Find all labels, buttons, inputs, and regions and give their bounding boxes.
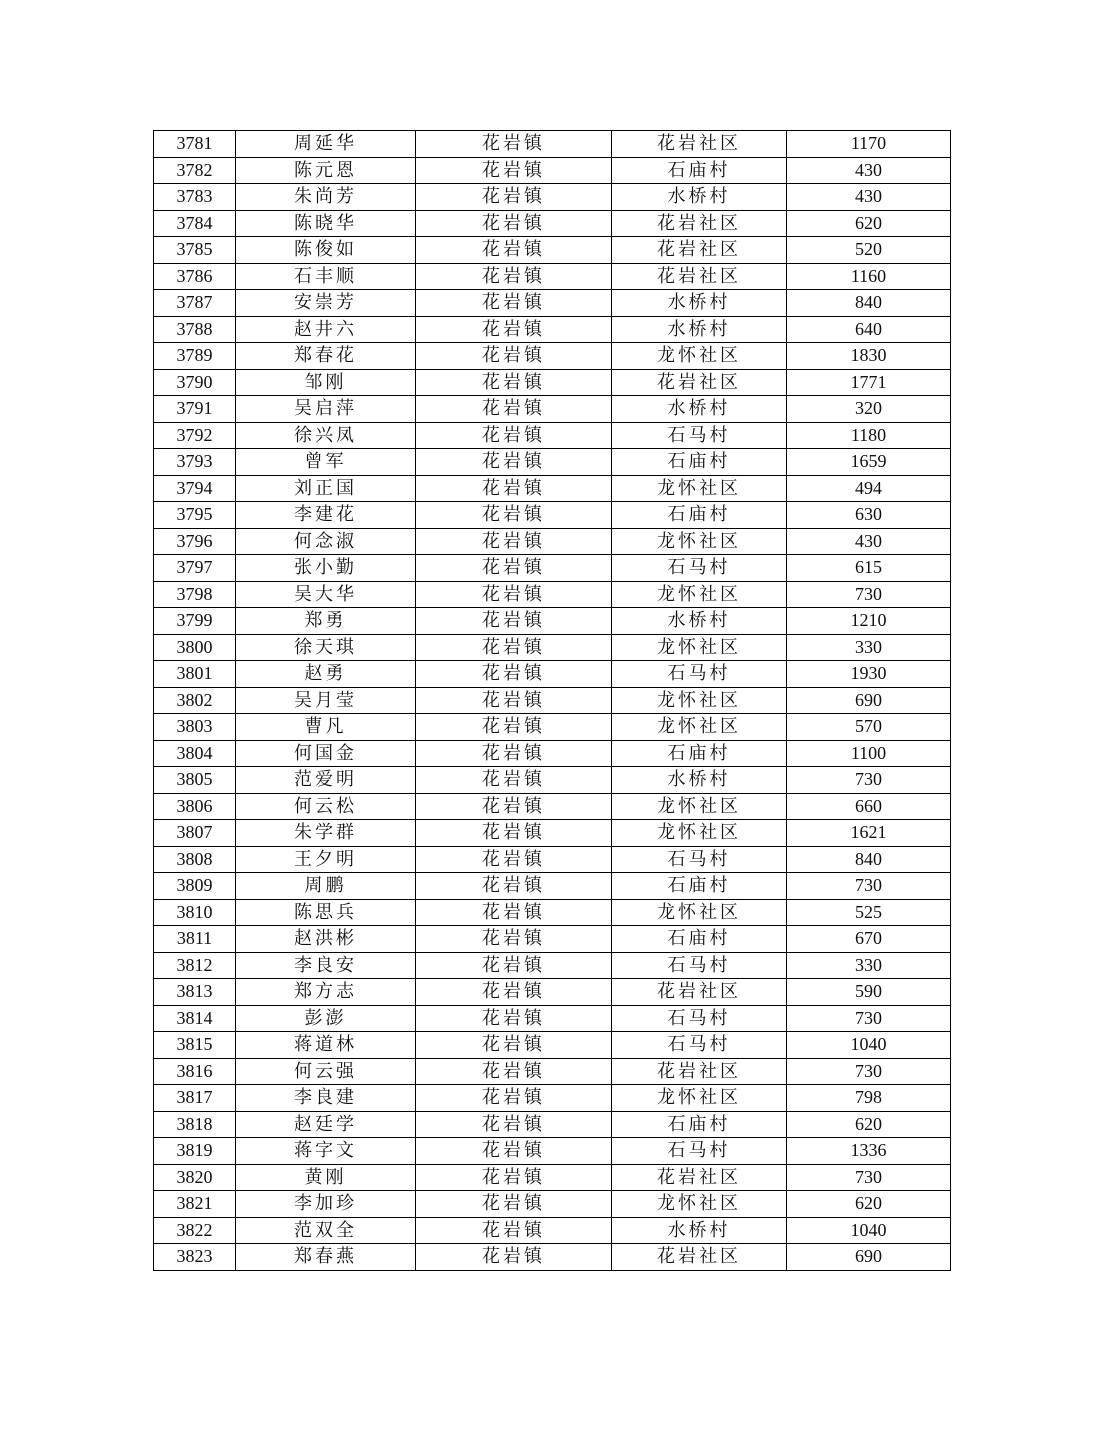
town-cell: 花岩镇 bbox=[416, 263, 612, 290]
amount-cell: 670 bbox=[787, 926, 951, 953]
town-cell: 花岩镇 bbox=[416, 1244, 612, 1271]
row-number-cell: 3805 bbox=[154, 767, 236, 794]
name-cell: 何云强 bbox=[236, 1058, 416, 1085]
town-cell: 花岩镇 bbox=[416, 873, 612, 900]
town-cell: 花岩镇 bbox=[416, 1138, 612, 1165]
row-number-cell: 3798 bbox=[154, 581, 236, 608]
town-cell: 花岩镇 bbox=[416, 926, 612, 953]
town-cell: 花岩镇 bbox=[416, 581, 612, 608]
village-cell: 石马村 bbox=[612, 1138, 787, 1165]
table-row bbox=[154, 952, 951, 979]
table-row bbox=[154, 979, 951, 1006]
town-cell: 花岩镇 bbox=[416, 1164, 612, 1191]
village-cell: 石庙村 bbox=[612, 157, 787, 184]
table-row bbox=[154, 422, 951, 449]
amount-cell: 615 bbox=[787, 555, 951, 582]
name-cell: 徐天琪 bbox=[236, 634, 416, 661]
town-cell: 花岩镇 bbox=[416, 449, 612, 476]
row-number-cell: 3792 bbox=[154, 422, 236, 449]
table-row bbox=[154, 820, 951, 847]
table-row bbox=[154, 740, 951, 767]
village-cell: 龙怀社区 bbox=[612, 714, 787, 741]
village-cell: 石马村 bbox=[612, 952, 787, 979]
name-cell: 朱学群 bbox=[236, 820, 416, 847]
name-cell: 蒋道林 bbox=[236, 1032, 416, 1059]
table-row bbox=[154, 528, 951, 555]
town-cell: 花岩镇 bbox=[416, 210, 612, 237]
village-cell: 石庙村 bbox=[612, 449, 787, 476]
table-row bbox=[154, 661, 951, 688]
row-number-cell: 3783 bbox=[154, 184, 236, 211]
town-cell: 花岩镇 bbox=[416, 740, 612, 767]
town-cell: 花岩镇 bbox=[416, 131, 612, 158]
amount-cell: 570 bbox=[787, 714, 951, 741]
village-cell: 花岩社区 bbox=[612, 979, 787, 1006]
row-number-cell: 3785 bbox=[154, 237, 236, 264]
town-cell: 花岩镇 bbox=[416, 528, 612, 555]
village-cell: 水桥村 bbox=[612, 767, 787, 794]
village-cell: 水桥村 bbox=[612, 290, 787, 317]
row-number-cell: 3797 bbox=[154, 555, 236, 582]
name-cell: 赵洪彬 bbox=[236, 926, 416, 953]
table-row bbox=[154, 581, 951, 608]
table-row bbox=[154, 502, 951, 529]
village-cell: 花岩社区 bbox=[612, 1058, 787, 1085]
table-row bbox=[154, 290, 951, 317]
amount-cell: 620 bbox=[787, 1111, 951, 1138]
amount-cell: 1160 bbox=[787, 263, 951, 290]
amount-cell: 660 bbox=[787, 793, 951, 820]
town-cell: 花岩镇 bbox=[416, 555, 612, 582]
table-row bbox=[154, 1032, 951, 1059]
village-cell: 石马村 bbox=[612, 1005, 787, 1032]
village-cell: 龙怀社区 bbox=[612, 475, 787, 502]
amount-cell: 730 bbox=[787, 873, 951, 900]
table-row bbox=[154, 316, 951, 343]
table-row bbox=[154, 767, 951, 794]
name-cell: 陈元恩 bbox=[236, 157, 416, 184]
name-cell: 蒋字文 bbox=[236, 1138, 416, 1165]
name-cell: 何念淑 bbox=[236, 528, 416, 555]
name-cell: 郑勇 bbox=[236, 608, 416, 635]
town-cell: 花岩镇 bbox=[416, 714, 612, 741]
name-cell: 范双全 bbox=[236, 1217, 416, 1244]
village-cell: 石马村 bbox=[612, 555, 787, 582]
amount-cell: 330 bbox=[787, 952, 951, 979]
village-cell: 花岩社区 bbox=[612, 1164, 787, 1191]
village-cell: 花岩社区 bbox=[612, 210, 787, 237]
amount-cell: 640 bbox=[787, 316, 951, 343]
table-row bbox=[154, 1085, 951, 1112]
amount-cell: 690 bbox=[787, 687, 951, 714]
name-cell: 陈俊如 bbox=[236, 237, 416, 264]
town-cell: 花岩镇 bbox=[416, 369, 612, 396]
name-cell: 曹凡 bbox=[236, 714, 416, 741]
amount-cell: 1621 bbox=[787, 820, 951, 847]
row-number-cell: 3820 bbox=[154, 1164, 236, 1191]
town-cell: 花岩镇 bbox=[416, 952, 612, 979]
table-row bbox=[154, 475, 951, 502]
amount-cell: 1180 bbox=[787, 422, 951, 449]
village-cell: 水桥村 bbox=[612, 396, 787, 423]
amount-cell: 525 bbox=[787, 899, 951, 926]
village-cell: 石庙村 bbox=[612, 873, 787, 900]
town-cell: 花岩镇 bbox=[416, 422, 612, 449]
village-cell: 花岩社区 bbox=[612, 237, 787, 264]
amount-cell: 1830 bbox=[787, 343, 951, 370]
row-number-cell: 3789 bbox=[154, 343, 236, 370]
amount-cell: 620 bbox=[787, 1191, 951, 1218]
village-cell: 石庙村 bbox=[612, 502, 787, 529]
table-row bbox=[154, 343, 951, 370]
name-cell: 赵廷学 bbox=[236, 1111, 416, 1138]
town-cell: 花岩镇 bbox=[416, 316, 612, 343]
village-cell: 龙怀社区 bbox=[612, 528, 787, 555]
village-cell: 龙怀社区 bbox=[612, 343, 787, 370]
amount-cell: 840 bbox=[787, 846, 951, 873]
name-cell: 张小勤 bbox=[236, 555, 416, 582]
row-number-cell: 3791 bbox=[154, 396, 236, 423]
row-number-cell: 3812 bbox=[154, 952, 236, 979]
table-row bbox=[154, 1005, 951, 1032]
town-cell: 花岩镇 bbox=[416, 237, 612, 264]
village-cell: 花岩社区 bbox=[612, 369, 787, 396]
table-row bbox=[154, 1244, 951, 1271]
table-row bbox=[154, 449, 951, 476]
village-cell: 龙怀社区 bbox=[612, 1085, 787, 1112]
name-cell: 赵勇 bbox=[236, 661, 416, 688]
table-row bbox=[154, 369, 951, 396]
village-cell: 花岩社区 bbox=[612, 263, 787, 290]
village-cell: 龙怀社区 bbox=[612, 820, 787, 847]
name-cell: 邹刚 bbox=[236, 369, 416, 396]
table-row bbox=[154, 263, 951, 290]
town-cell: 花岩镇 bbox=[416, 1191, 612, 1218]
name-cell: 周延华 bbox=[236, 131, 416, 158]
row-number-cell: 3818 bbox=[154, 1111, 236, 1138]
name-cell: 李良安 bbox=[236, 952, 416, 979]
table-row bbox=[154, 1111, 951, 1138]
row-number-cell: 3801 bbox=[154, 661, 236, 688]
name-cell: 曾军 bbox=[236, 449, 416, 476]
name-cell: 李加珍 bbox=[236, 1191, 416, 1218]
name-cell: 陈思兵 bbox=[236, 899, 416, 926]
amount-cell: 1210 bbox=[787, 608, 951, 635]
name-cell: 郑春燕 bbox=[236, 1244, 416, 1271]
table-row bbox=[154, 846, 951, 873]
name-cell: 郑春花 bbox=[236, 343, 416, 370]
name-cell: 王夕明 bbox=[236, 846, 416, 873]
row-number-cell: 3811 bbox=[154, 926, 236, 953]
row-number-cell: 3793 bbox=[154, 449, 236, 476]
amount-cell: 690 bbox=[787, 1244, 951, 1271]
name-cell: 吴大华 bbox=[236, 581, 416, 608]
town-cell: 花岩镇 bbox=[416, 767, 612, 794]
name-cell: 吴启萍 bbox=[236, 396, 416, 423]
amount-cell: 630 bbox=[787, 502, 951, 529]
table-row bbox=[154, 714, 951, 741]
amount-cell: 798 bbox=[787, 1085, 951, 1112]
town-cell: 花岩镇 bbox=[416, 820, 612, 847]
amount-cell: 730 bbox=[787, 1005, 951, 1032]
town-cell: 花岩镇 bbox=[416, 1058, 612, 1085]
table-row bbox=[154, 396, 951, 423]
village-cell: 水桥村 bbox=[612, 316, 787, 343]
table-row bbox=[154, 157, 951, 184]
amount-cell: 520 bbox=[787, 237, 951, 264]
village-cell: 水桥村 bbox=[612, 608, 787, 635]
town-cell: 花岩镇 bbox=[416, 634, 612, 661]
amount-cell: 1170 bbox=[787, 131, 951, 158]
town-cell: 花岩镇 bbox=[416, 1005, 612, 1032]
name-cell: 黄刚 bbox=[236, 1164, 416, 1191]
row-number-cell: 3814 bbox=[154, 1005, 236, 1032]
row-number-cell: 3817 bbox=[154, 1085, 236, 1112]
table-row bbox=[154, 1058, 951, 1085]
table-row bbox=[154, 210, 951, 237]
table-row bbox=[154, 131, 951, 158]
row-number-cell: 3788 bbox=[154, 316, 236, 343]
row-number-cell: 3819 bbox=[154, 1138, 236, 1165]
name-cell: 朱尚芳 bbox=[236, 184, 416, 211]
town-cell: 花岩镇 bbox=[416, 979, 612, 1006]
town-cell: 花岩镇 bbox=[416, 1217, 612, 1244]
row-number-cell: 3807 bbox=[154, 820, 236, 847]
village-cell: 石庙村 bbox=[612, 1111, 787, 1138]
town-cell: 花岩镇 bbox=[416, 846, 612, 873]
town-cell: 花岩镇 bbox=[416, 290, 612, 317]
village-cell: 石马村 bbox=[612, 661, 787, 688]
row-number-cell: 3800 bbox=[154, 634, 236, 661]
row-number-cell: 3794 bbox=[154, 475, 236, 502]
name-cell: 郑方志 bbox=[236, 979, 416, 1006]
amount-cell: 1100 bbox=[787, 740, 951, 767]
town-cell: 花岩镇 bbox=[416, 1032, 612, 1059]
name-cell: 陈晓华 bbox=[236, 210, 416, 237]
amount-cell: 430 bbox=[787, 184, 951, 211]
name-cell: 范爱明 bbox=[236, 767, 416, 794]
row-number-cell: 3782 bbox=[154, 157, 236, 184]
village-cell: 龙怀社区 bbox=[612, 687, 787, 714]
amount-cell: 590 bbox=[787, 979, 951, 1006]
town-cell: 花岩镇 bbox=[416, 396, 612, 423]
row-number-cell: 3802 bbox=[154, 687, 236, 714]
row-number-cell: 3810 bbox=[154, 899, 236, 926]
table-row bbox=[154, 1138, 951, 1165]
table-row bbox=[154, 899, 951, 926]
table-row bbox=[154, 1217, 951, 1244]
row-number-cell: 3823 bbox=[154, 1244, 236, 1271]
name-cell: 赵井六 bbox=[236, 316, 416, 343]
town-cell: 花岩镇 bbox=[416, 608, 612, 635]
row-number-cell: 3784 bbox=[154, 210, 236, 237]
name-cell: 何云松 bbox=[236, 793, 416, 820]
village-cell: 花岩社区 bbox=[612, 131, 787, 158]
town-cell: 花岩镇 bbox=[416, 793, 612, 820]
village-cell: 龙怀社区 bbox=[612, 634, 787, 661]
amount-cell: 730 bbox=[787, 581, 951, 608]
table-row bbox=[154, 1164, 951, 1191]
row-number-cell: 3795 bbox=[154, 502, 236, 529]
table-body bbox=[154, 131, 951, 1271]
amount-cell: 1930 bbox=[787, 661, 951, 688]
row-number-cell: 3790 bbox=[154, 369, 236, 396]
row-number-cell: 3809 bbox=[154, 873, 236, 900]
name-cell: 安崇芳 bbox=[236, 290, 416, 317]
table-row bbox=[154, 687, 951, 714]
town-cell: 花岩镇 bbox=[416, 157, 612, 184]
amount-cell: 320 bbox=[787, 396, 951, 423]
amount-cell: 730 bbox=[787, 767, 951, 794]
town-cell: 花岩镇 bbox=[416, 899, 612, 926]
row-number-cell: 3816 bbox=[154, 1058, 236, 1085]
row-number-cell: 3799 bbox=[154, 608, 236, 635]
row-number-cell: 3815 bbox=[154, 1032, 236, 1059]
village-cell: 龙怀社区 bbox=[612, 899, 787, 926]
town-cell: 花岩镇 bbox=[416, 661, 612, 688]
table-row bbox=[154, 793, 951, 820]
amount-cell: 330 bbox=[787, 634, 951, 661]
town-cell: 花岩镇 bbox=[416, 475, 612, 502]
amount-cell: 840 bbox=[787, 290, 951, 317]
row-number-cell: 3803 bbox=[154, 714, 236, 741]
amount-cell: 1659 bbox=[787, 449, 951, 476]
village-cell: 龙怀社区 bbox=[612, 581, 787, 608]
table-row bbox=[154, 1191, 951, 1218]
town-cell: 花岩镇 bbox=[416, 1111, 612, 1138]
table-row bbox=[154, 926, 951, 953]
village-cell: 石庙村 bbox=[612, 926, 787, 953]
town-cell: 花岩镇 bbox=[416, 687, 612, 714]
name-cell: 彭澎 bbox=[236, 1005, 416, 1032]
village-cell: 水桥村 bbox=[612, 184, 787, 211]
table-row bbox=[154, 873, 951, 900]
name-cell: 何国金 bbox=[236, 740, 416, 767]
town-cell: 花岩镇 bbox=[416, 502, 612, 529]
table-row bbox=[154, 184, 951, 211]
village-cell: 石庙村 bbox=[612, 740, 787, 767]
name-cell: 李建花 bbox=[236, 502, 416, 529]
data-table bbox=[153, 130, 951, 1271]
name-cell: 李良建 bbox=[236, 1085, 416, 1112]
amount-cell: 730 bbox=[787, 1058, 951, 1085]
row-number-cell: 3822 bbox=[154, 1217, 236, 1244]
table-row bbox=[154, 634, 951, 661]
amount-cell: 494 bbox=[787, 475, 951, 502]
village-cell: 水桥村 bbox=[612, 1217, 787, 1244]
table-row bbox=[154, 237, 951, 264]
amount-cell: 1336 bbox=[787, 1138, 951, 1165]
village-cell: 花岩社区 bbox=[612, 1244, 787, 1271]
name-cell: 吴月莹 bbox=[236, 687, 416, 714]
row-number-cell: 3813 bbox=[154, 979, 236, 1006]
village-cell: 石马村 bbox=[612, 846, 787, 873]
name-cell: 周鹏 bbox=[236, 873, 416, 900]
row-number-cell: 3808 bbox=[154, 846, 236, 873]
village-cell: 石马村 bbox=[612, 1032, 787, 1059]
village-cell: 龙怀社区 bbox=[612, 793, 787, 820]
row-number-cell: 3806 bbox=[154, 793, 236, 820]
row-number-cell: 3796 bbox=[154, 528, 236, 555]
amount-cell: 430 bbox=[787, 528, 951, 555]
name-cell: 石丰顺 bbox=[236, 263, 416, 290]
row-number-cell: 3786 bbox=[154, 263, 236, 290]
amount-cell: 730 bbox=[787, 1164, 951, 1191]
amount-cell: 1771 bbox=[787, 369, 951, 396]
village-cell: 石马村 bbox=[612, 422, 787, 449]
row-number-cell: 3787 bbox=[154, 290, 236, 317]
amount-cell: 1040 bbox=[787, 1032, 951, 1059]
row-number-cell: 3781 bbox=[154, 131, 236, 158]
amount-cell: 1040 bbox=[787, 1217, 951, 1244]
name-cell: 刘正国 bbox=[236, 475, 416, 502]
amount-cell: 620 bbox=[787, 210, 951, 237]
name-cell: 徐兴凤 bbox=[236, 422, 416, 449]
town-cell: 花岩镇 bbox=[416, 184, 612, 211]
town-cell: 花岩镇 bbox=[416, 1085, 612, 1112]
row-number-cell: 3821 bbox=[154, 1191, 236, 1218]
village-cell: 龙怀社区 bbox=[612, 1191, 787, 1218]
amount-cell: 430 bbox=[787, 157, 951, 184]
table-row bbox=[154, 555, 951, 582]
town-cell: 花岩镇 bbox=[416, 343, 612, 370]
table-row bbox=[154, 608, 951, 635]
row-number-cell: 3804 bbox=[154, 740, 236, 767]
